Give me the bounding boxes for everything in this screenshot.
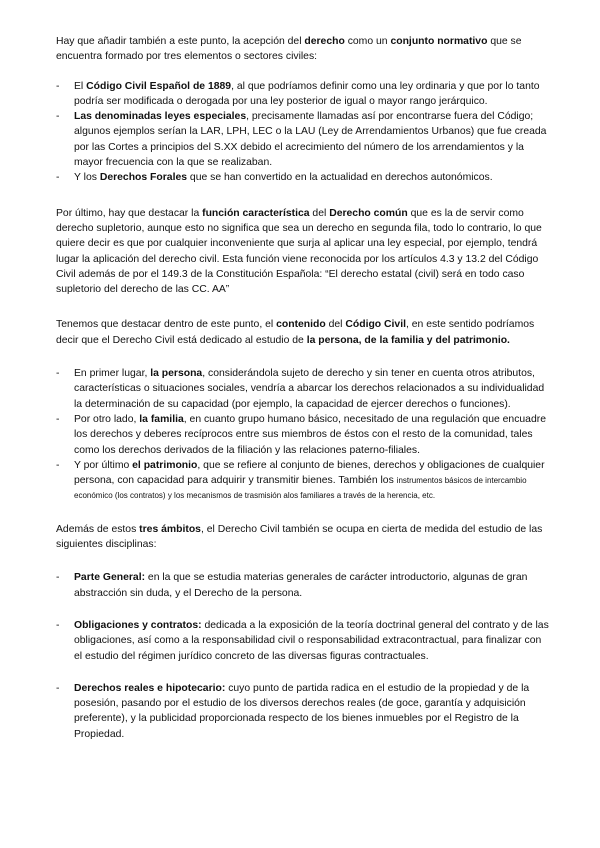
bold-term: función característica bbox=[202, 207, 310, 219]
text: en la que se estudia materias generales de carácter introductorio, algunas de gran abstracción sin duda, y el Derecho de la persona. bbox=[74, 572, 528, 599]
text: , considerándola sujeto de derecho y sin tener en cuenta otros atributos, características o situaciones sociales, vendría a abarcar los derechos relacionados a su individualidad la determinación de su capacidad (por ejemplo, la capacidad de ejercer derechos o funciones). bbox=[74, 368, 545, 410]
text: que es la de servir como derecho supletorio, aunque esto no significa que sea un derecho en segunda fila, todo lo contrario, lo que quiere decir es que por cualquier inconveniente que surja al aplicar una ley especial, por ejemplo, tendrá lugar la aplicación del derecho civil. Esta función viene reconocida por los artículos 4.3 y 13.2 del Código Civil además de por el 149.3 de la Constitución Española: “El derecho estatal (civil) será en todo caso supletorio del derecho de las CC. AA” bbox=[56, 207, 542, 296]
bold-term: Las denominadas leyes especiales bbox=[74, 111, 247, 123]
text: como un bbox=[344, 36, 391, 47]
text: del bbox=[309, 207, 330, 219]
bold-term: la persona, de la familia y del patrimonio. bbox=[306, 334, 510, 346]
bold-term: contenido bbox=[276, 319, 326, 331]
list-item bbox=[56, 366, 552, 412]
bold-term: Derechos Forales bbox=[99, 172, 188, 184]
bold-term: Obligaciones y contratos: bbox=[74, 619, 202, 631]
text: Hay que añadir también a este punto, la acepción del bbox=[56, 36, 305, 47]
list-item bbox=[56, 170, 552, 185]
content-paragraph bbox=[56, 317, 552, 348]
bold-term: Derecho común bbox=[329, 207, 408, 219]
list-item bbox=[56, 458, 552, 504]
bold-term: Código Civil bbox=[345, 319, 406, 331]
bold-term: el patrimonio bbox=[132, 459, 198, 471]
text: , que se refiere al conjunto de bienes, derechos y obligaciones de cualquier persona, con capacidad para adquirir y transmitir bienes. También los bbox=[74, 459, 545, 487]
bold-term: conjunto normativo bbox=[390, 36, 488, 47]
bold-term: la familia bbox=[139, 413, 184, 425]
text: , al que podríamos definir como una ley ordinaria y que por lo tanto podría ser modificada o derogada por una ley posterior de igual o mayor rango jerárquico. bbox=[74, 80, 540, 107]
list-item bbox=[56, 570, 552, 601]
text: En primer lugar, bbox=[74, 368, 151, 380]
text: , el Derecho Civil también se ocupa en cierta de medida del estudio de las siguientes disciplinas: bbox=[56, 523, 543, 551]
bold-term: tres ámbitos bbox=[139, 523, 201, 535]
list-item bbox=[56, 412, 552, 458]
text: dedicada a la exposición de la teoría doctrinal general del contrato y de las obligaciones, así como a la responsabilidad civil o responsabilidad extracontractual, para finalizar con el estudio del régimen jurídico concreto de las diversas figuras contractuales. bbox=[74, 619, 549, 662]
disciplines-list bbox=[56, 570, 552, 742]
bold-term: derecho bbox=[304, 36, 345, 47]
text: Y los bbox=[74, 172, 100, 184]
text: , en cuanto grupo humano básico, necesitado de una regulación que encuadre los derechos y deberes recíprocos entre sus miembros de éstos con el resto de la comunidad, tales como los derechos derivados de la filiación y las relaciones paterno-filiales. bbox=[74, 413, 546, 456]
text: del bbox=[325, 319, 346, 331]
list-item bbox=[56, 618, 552, 664]
text: , precisamente llamadas así por encontrarse fuera del Código; algunos ejemplos serían la LAR, LPH, LEC o la LAU (Ley de Arrendamientos Urbanos) que fue creada por las Cortes a principios del S.XX debido el acrecimiento del número de los arrendamientos y la mayor frecuencia con la que se realizaban. bbox=[74, 111, 547, 169]
text: Además de estos bbox=[56, 523, 140, 535]
subjects-list bbox=[56, 366, 552, 504]
bold-term: Derechos reales e hipotecario: bbox=[74, 682, 226, 694]
text: , en este sentido podríamos decir que el Derecho Civil está dedicado al estudio de bbox=[56, 319, 535, 346]
text: que se han convertido en la actualidad en derechos autonómicos. bbox=[187, 172, 493, 184]
text: Tenemos que destacar dentro de este punto, el bbox=[56, 319, 277, 331]
common-law-paragraph bbox=[56, 206, 552, 298]
text: Por otro lado, bbox=[74, 413, 140, 425]
text: que se encuentra formado por tres elementos o sectores civiles: bbox=[56, 36, 522, 63]
bold-term: Parte General: bbox=[74, 572, 146, 584]
disciplines-paragraph bbox=[56, 522, 552, 553]
list-item bbox=[56, 109, 552, 170]
text: cuyo punto de partida radica en el estudio de la propiedad y de la posesión, pasando por el estudio de los diversos derechos reales (de goce, garantía y adquisición preferente), y la publicidad proporcionada respecto de los bienes inmuebles por el Registro de la Propiedad. bbox=[74, 682, 530, 740]
civil-sectors-list bbox=[56, 79, 552, 186]
text: Y por último bbox=[74, 459, 133, 471]
list-item bbox=[56, 681, 552, 742]
text: El bbox=[74, 80, 87, 92]
small-text: instrumentos básicos de intercambio económico (los contratos) y los mecanismos de trasmisión alos familiares a través de la herencia, etc. bbox=[74, 476, 527, 501]
list-item bbox=[56, 79, 552, 110]
bold-term: la persona bbox=[150, 368, 203, 380]
text: Por último, hay que destacar la bbox=[56, 207, 203, 219]
bold-term: Código Civil Español de 1889 bbox=[86, 80, 232, 92]
intro-paragraph bbox=[56, 34, 552, 65]
